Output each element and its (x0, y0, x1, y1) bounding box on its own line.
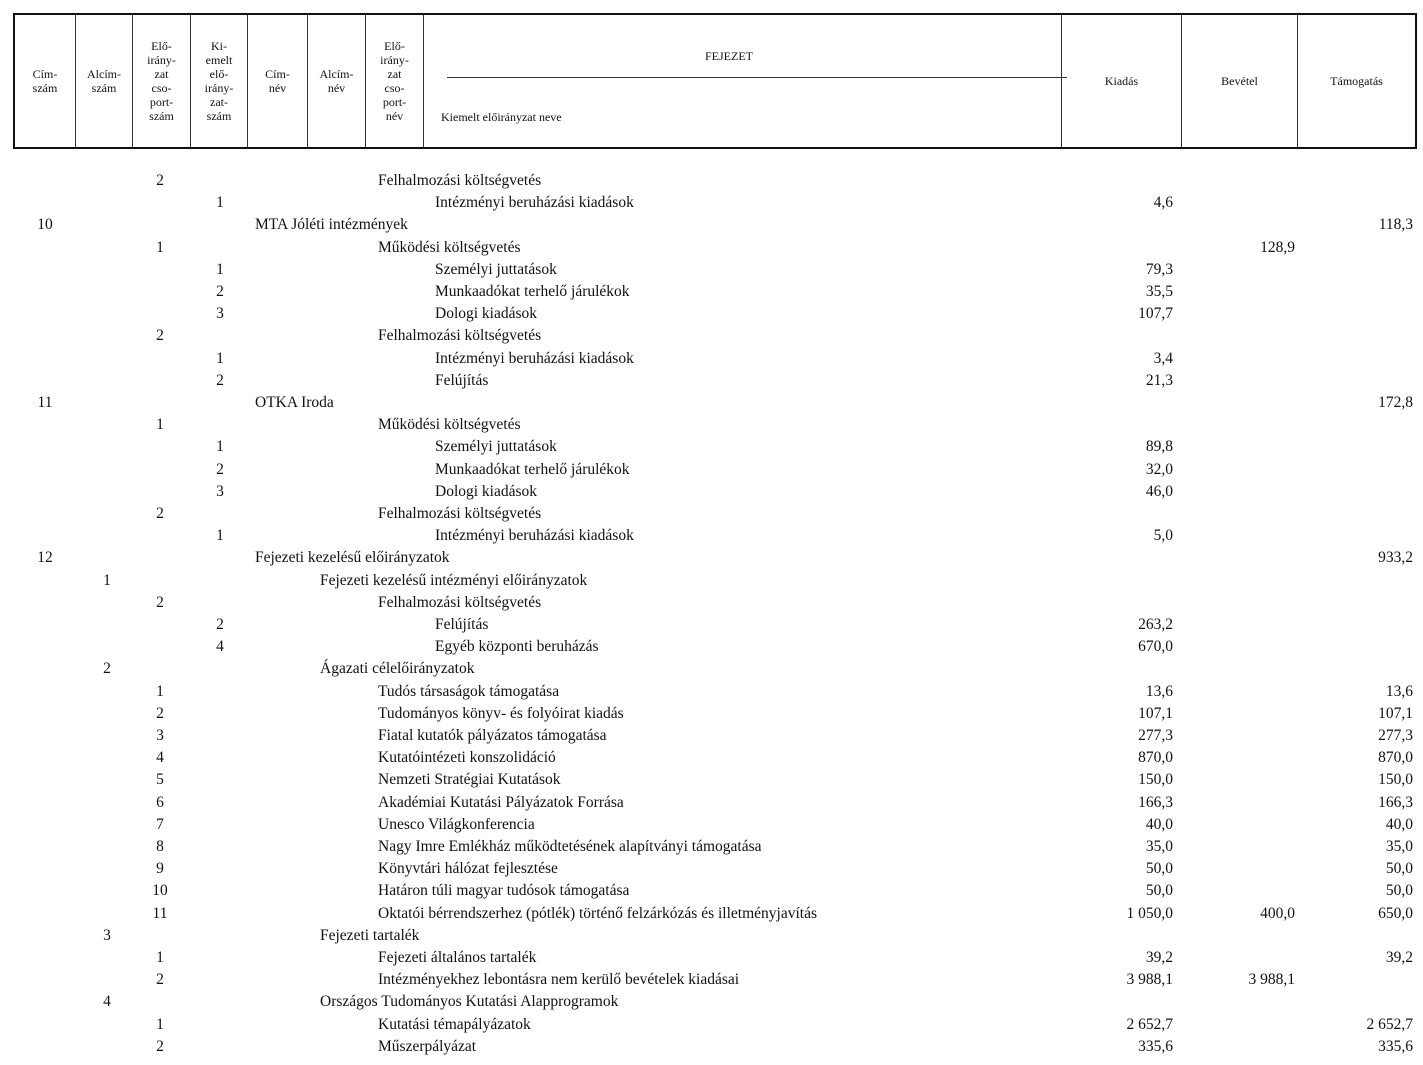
eloiranyzat-name-cell: Személyi juttatások (435, 260, 557, 278)
eloiranyzat-csoport-cell: 5 (156, 771, 164, 789)
table-row (0, 1016, 1423, 1038)
kiadas-cell: 335,6 (1138, 1037, 1173, 1055)
kiadas-cell: 670,0 (1138, 638, 1173, 656)
header-alcimnev: Alcím- név (307, 15, 365, 147)
cimszam-cell: 10 (37, 216, 53, 234)
table-row (0, 971, 1423, 993)
header-kiadas: Kiadás (1061, 15, 1181, 147)
table-row (0, 1038, 1423, 1060)
eloiranyzat-name-cell: Intézményi beruházási kiadások (435, 349, 634, 367)
table-row (0, 283, 1423, 305)
kiadas-cell: 107,7 (1138, 305, 1173, 323)
eloiranyzat-name-cell: Országos Tudományos Kutatási Alapprogramok (320, 993, 619, 1011)
eloiranyzat-name-cell: Munkaadókat terhelő járulékok (435, 460, 630, 478)
table-row (0, 172, 1423, 194)
table-row (0, 727, 1423, 749)
kiadas-cell: 150,0 (1138, 771, 1173, 789)
header-kiemelt-eloiranyzat-szam: Ki- emelt elő- irány- zat- szám (190, 15, 247, 147)
table-row (0, 350, 1423, 372)
table-row (0, 305, 1423, 327)
table-row (0, 882, 1423, 904)
kiemelt-eloiranyzat-cell: 1 (216, 194, 224, 212)
eloiranyzat-csoport-cell: 2 (156, 327, 164, 345)
kiadas-cell: 50,0 (1145, 860, 1173, 878)
cimszam-cell: 12 (37, 549, 53, 567)
tamogatas-cell: 40,0 (1385, 815, 1413, 833)
kiadas-cell: 79,3 (1145, 260, 1173, 278)
table-row (0, 327, 1423, 349)
eloiranyzat-csoport-cell: 7 (156, 815, 164, 833)
eloiranyzat-name-cell: Felújítás (435, 371, 489, 389)
eloiranyzat-name-cell: Tudományos könyv- és folyóirat kiadás (378, 704, 624, 722)
kiadas-cell: 50,0 (1145, 882, 1173, 900)
tamogatas-cell: 107,1 (1378, 704, 1413, 722)
kiadas-cell: 32,0 (1145, 460, 1173, 478)
bevetel-cell: 400,0 (1260, 904, 1295, 922)
kiadas-cell: 277,3 (1138, 727, 1173, 744)
kiadas-cell: 35,5 (1145, 283, 1173, 300)
eloiranyzat-name-cell: Kutatóintézeti konszolidáció (378, 749, 556, 767)
eloiranyzat-csoport-cell: 2 (156, 593, 164, 611)
kiadas-cell: 166,3 (1138, 793, 1173, 811)
kiadas-cell: 13,6 (1145, 682, 1173, 700)
tamogatas-cell: 335,6 (1378, 1037, 1413, 1055)
tamogatas-cell: 277,3 (1378, 727, 1413, 744)
table-row (0, 794, 1423, 816)
eloiranyzat-name-cell: Nagy Imre Emlékház működtetésének alapítványi támogatása (378, 838, 762, 855)
eloiranyzat-name-cell: Fejezeti általános tartalék (378, 949, 537, 966)
tamogatas-cell: 13,6 (1385, 682, 1413, 700)
table-row (0, 949, 1423, 971)
kiadas-cell: 3,4 (1153, 349, 1173, 367)
eloiranyzat-name-cell: Működési költségvetés (378, 416, 521, 434)
kiadas-cell: 870,0 (1138, 749, 1173, 767)
header-eloiranyzat-csoport-szam: Elő- irány- zat cso- port- szám (132, 15, 190, 147)
alcimszam-cell: 4 (103, 993, 111, 1011)
header-bevetel: Bevétel (1181, 15, 1297, 147)
header-fejezet-title: FEJEZET (705, 49, 753, 63)
kiemelt-eloiranyzat-cell: 3 (216, 482, 224, 500)
eloiranyzat-name-cell: Felhalmozási költségvetés (378, 505, 542, 522)
eloiranyzat-csoport-cell: 2 (156, 971, 164, 989)
table-row (0, 483, 1423, 505)
table-row (0, 749, 1423, 771)
kiemelt-eloiranyzat-cell: 2 (216, 460, 224, 478)
tamogatas-cell: 650,0 (1378, 904, 1413, 922)
tamogatas-cell: 150,0 (1378, 771, 1413, 789)
kiadas-cell: 1 050,0 (1126, 904, 1173, 922)
kiadas-cell: 21,3 (1145, 371, 1173, 389)
tamogatas-cell: 118,3 (1378, 216, 1413, 234)
kiadas-cell: 40,0 (1145, 815, 1173, 833)
tamogatas-cell: 933,2 (1378, 549, 1413, 567)
eloiranyzat-name-cell: Intézményekhez lebontásra nem kerülő bevételek kiadásai (378, 971, 740, 989)
eloiranyzat-name-cell: Egyéb központi beruházás (435, 638, 599, 656)
tamogatas-cell: 50,0 (1385, 882, 1413, 900)
header-cimnev: Cím- név (247, 15, 307, 147)
eloiranyzat-name-cell: Nemzeti Stratégiai Kutatások (378, 771, 561, 789)
table-row (0, 216, 1423, 238)
alcimszam-cell: 2 (103, 660, 111, 678)
eloiranyzat-name-cell: Akadémiai Kutatási Pályázatok Forrása (378, 793, 624, 811)
kiemelt-eloiranyzat-cell: 1 (216, 260, 224, 278)
table-row (0, 638, 1423, 660)
eloiranyzat-name-cell: Működési költségvetés (378, 238, 521, 256)
table-row (0, 572, 1423, 594)
kiemelt-eloiranyzat-cell: 3 (216, 305, 224, 323)
eloiranyzat-name-cell: Kutatási témapályázatok (378, 1015, 531, 1033)
alcimszam-cell: 3 (103, 926, 111, 944)
eloiranyzat-csoport-cell: 4 (156, 749, 164, 767)
eloiranyzat-name-cell: Felhalmozási költségvetés (378, 172, 542, 189)
table-row (0, 394, 1423, 416)
table-row (0, 416, 1423, 438)
kiadas-cell: 46,0 (1145, 482, 1173, 500)
table-row (0, 549, 1423, 571)
eloiranyzat-name-cell: Felhalmozási költségvetés (378, 327, 542, 345)
bevetel-cell: 3 988,1 (1248, 971, 1295, 989)
kiadas-cell: 4,6 (1153, 194, 1173, 212)
table-row (0, 194, 1423, 216)
table-row (0, 705, 1423, 727)
eloiranyzat-csoport-cell: 11 (152, 904, 168, 922)
eloiranyzat-csoport-cell: 1 (156, 682, 164, 700)
table-row (0, 594, 1423, 616)
tamogatas-cell: 172,8 (1378, 394, 1413, 411)
eloiranyzat-csoport-cell: 2 (156, 704, 164, 722)
table-row (0, 372, 1423, 394)
eloiranyzat-name-cell: Ágazati célelőirányzatok (320, 660, 475, 678)
table-row (0, 660, 1423, 682)
kiemelt-eloiranyzat-cell: 2 (216, 283, 224, 300)
eloiranyzat-name-cell: Fejezeti kezelésű előirányzatok (255, 549, 450, 567)
eloiranyzat-name-cell: Személyi juttatások (435, 438, 557, 456)
kiemelt-eloiranyzat-cell: 4 (216, 638, 224, 656)
cimszam-cell: 11 (37, 394, 53, 411)
kiadas-cell: 39,2 (1145, 949, 1173, 966)
eloiranyzat-name-cell: Munkaadókat terhelő járulékok (435, 283, 630, 300)
table-row (0, 927, 1423, 949)
table-row (0, 838, 1423, 860)
eloiranyzat-name-cell: Oktatói bérrendszerhez (pótlék) történő felzárkózás és illetményjavítás (378, 904, 817, 922)
eloiranyzat-name-cell: Műszerpályázat (378, 1037, 477, 1055)
eloiranyzat-name-cell: Tudós társaságok támogatása (378, 682, 560, 700)
table-row (0, 527, 1423, 549)
eloiranyzat-name-cell: Dologi kiadások (435, 305, 538, 323)
eloiranyzat-name-cell: Intézményi beruházási kiadások (435, 527, 634, 545)
eloiranyzat-name-cell: Fejezeti tartalék (320, 926, 420, 944)
eloiranyzat-name-cell: MTA Jóléti intézmények (255, 216, 408, 234)
kiemelt-eloiranyzat-cell: 2 (216, 371, 224, 389)
kiadas-cell: 2 652,7 (1126, 1015, 1173, 1033)
table-row (0, 816, 1423, 838)
eloiranyzat-csoport-cell: 1 (156, 1015, 164, 1033)
tamogatas-cell: 166,3 (1378, 793, 1413, 811)
table-row (0, 993, 1423, 1015)
header-tamogatas: Támogatás (1297, 15, 1415, 147)
eloiranyzat-csoport-cell: 1 (156, 416, 164, 434)
kiadas-cell: 89,8 (1145, 438, 1173, 456)
table-row (0, 438, 1423, 460)
tamogatas-cell: 2 652,7 (1366, 1015, 1413, 1033)
tamogatas-cell: 35,0 (1385, 838, 1413, 855)
header-eloiranyzat-csoport-nev: Elő- irány- zat cso- port- név (365, 15, 423, 147)
eloiranyzat-name-cell: Intézményi beruházási kiadások (435, 194, 634, 212)
eloiranyzat-csoport-cell: 2 (156, 172, 164, 189)
alcimszam-cell: 1 (103, 571, 111, 589)
table-row (0, 616, 1423, 638)
kiemelt-eloiranyzat-cell: 1 (216, 349, 224, 367)
kiadas-cell: 35,0 (1145, 838, 1173, 855)
table-row (0, 261, 1423, 283)
eloiranyzat-csoport-cell: 8 (156, 838, 164, 855)
eloiranyzat-csoport-cell: 1 (156, 949, 164, 966)
eloiranyzat-name-cell: Fiatal kutatók pályázatos támogatása (378, 727, 607, 744)
header-alcimszam: Alcím- szám (75, 15, 132, 147)
kiadas-cell: 3 988,1 (1126, 971, 1173, 989)
eloiranyzat-name-cell: Határon túli magyar tudósok támogatása (378, 882, 630, 900)
eloiranyzat-csoport-cell: 6 (156, 793, 164, 811)
kiemelt-eloiranyzat-cell: 1 (216, 527, 224, 545)
eloiranyzat-name-cell: OTKA Iroda (255, 394, 334, 411)
eloiranyzat-name-cell: Könyvtári hálózat fejlesztése (378, 860, 558, 878)
header-cimszam: Cím- szám (32, 67, 58, 95)
eloiranyzat-csoport-cell: 10 (152, 882, 168, 900)
kiadas-cell: 263,2 (1138, 616, 1173, 633)
table-row (0, 461, 1423, 483)
kiadas-cell: 107,1 (1138, 704, 1173, 722)
eloiranyzat-name-cell: Unesco Világkonferencia (378, 815, 535, 833)
tamogatas-cell: 50,0 (1385, 860, 1413, 878)
kiemelt-eloiranyzat-cell: 1 (216, 438, 224, 456)
eloiranyzat-name-cell: Felújítás (435, 616, 489, 633)
table-row (0, 771, 1423, 793)
eloiranyzat-csoport-cell: 2 (156, 1037, 164, 1055)
eloiranyzat-csoport-cell: 2 (156, 505, 164, 522)
bevetel-cell: 128,9 (1260, 238, 1295, 256)
eloiranyzat-csoport-cell: 9 (156, 860, 164, 878)
tamogatas-cell: 870,0 (1378, 749, 1413, 767)
eloiranyzat-name-cell: Felhalmozási költségvetés (378, 593, 542, 611)
kiadas-cell: 5,0 (1153, 527, 1173, 545)
kiemelt-eloiranyzat-cell: 2 (216, 616, 224, 633)
eloiranyzat-csoport-cell: 3 (156, 727, 164, 744)
eloiranyzat-name-cell: Fejezeti kezelésű intézményi előirányzatok (320, 571, 588, 589)
table-row (0, 860, 1423, 882)
eloiranyzat-csoport-cell: 1 (156, 238, 164, 256)
table-row (0, 683, 1423, 705)
table-row (0, 239, 1423, 261)
header-kiemelt-nev: Kiemelt előirányzat neve (441, 110, 562, 124)
eloiranyzat-name-cell: Dologi kiadások (435, 482, 538, 500)
tamogatas-cell: 39,2 (1385, 949, 1413, 966)
table-row (0, 505, 1423, 527)
table-row (0, 905, 1423, 927)
